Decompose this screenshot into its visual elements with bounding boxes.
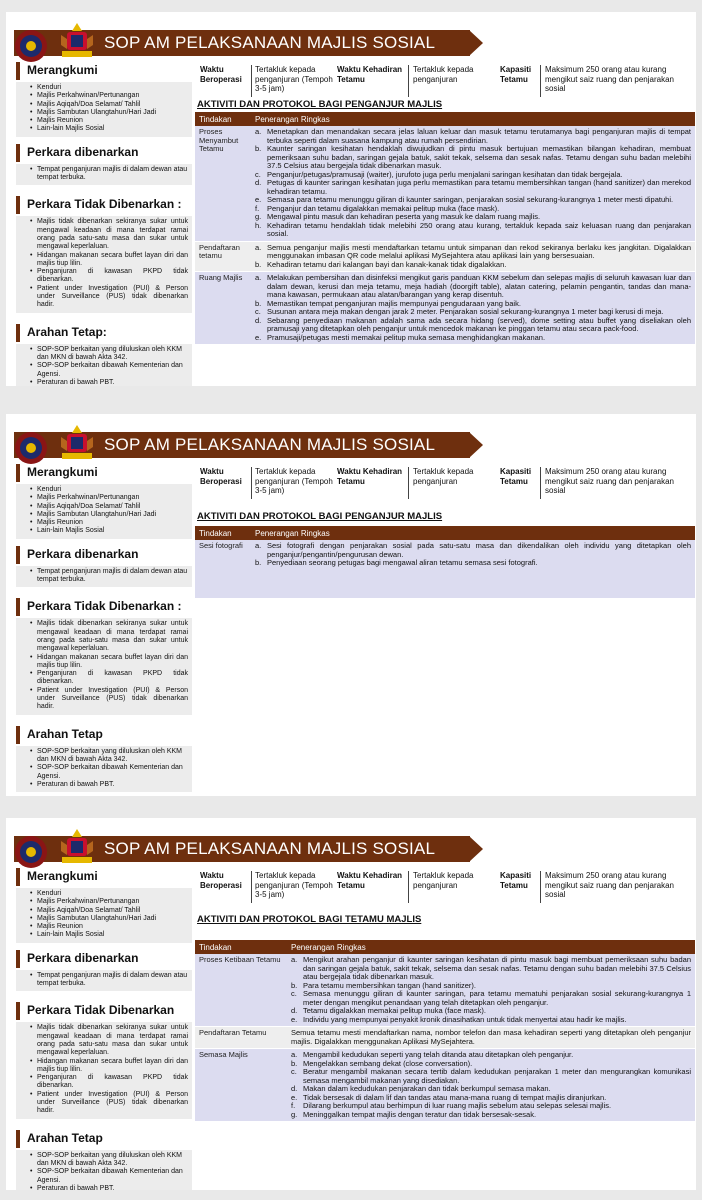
item-text: Pramusaji/petugas mesti memakai pelitup muka semasa menghidangkan makanan. [267,332,546,342]
table-row [195,954,695,1027]
list-item: • Hidangan makanan secara buffet layan diri dan majlis tiup lilin. [30,252,188,269]
list-item: • Penganjuran di kawasan PKPD tidak dibenarkan. [30,1074,188,1091]
list-item: • Lain-lain Majlis Sosial [30,527,188,535]
list-item [255,559,691,568]
item-marker: b. [291,1058,298,1068]
dibenarkan-heading: Perkara dibenarkan [16,546,192,564]
arahan-heading: Arahan Tetap [16,1130,192,1148]
section-title: AKTIVITI DAN PROTOKOL BAGI PENGANJUR MAJLIS [197,511,443,522]
table-row [195,1027,695,1049]
item-marker: c. [255,169,261,179]
banner-arrow [469,432,483,458]
list-item: • Penganjuran di kawasan PKPD tidak dibenarkan. [30,670,188,687]
list-item [255,179,691,196]
merangkumi-heading: Merangkumi [16,62,192,80]
col-penerangan: Penerangan Ringkas [251,112,695,126]
item-marker: g. [291,1109,298,1119]
table-row [195,241,695,272]
arahan-heading: Arahan Tetap: [16,324,192,342]
sidebar [16,464,192,792]
list-item [291,990,691,1007]
list-item: • Majlis Aqiqah/Doa Selamat/ Tahlil [30,101,188,109]
page-title: SOP AM PELAKSANAAN MAJLIS SOSIAL [104,33,436,52]
row-action: Pendaftaran tetamu [195,241,251,272]
item-text: Tidak bersesak di dalam lif dan tandas atau mana-mana ruang di tempat majlis diranjurkan. [303,1092,607,1102]
row-action: Pendaftaran Tetamu [195,1027,287,1049]
list-item [255,317,691,334]
item-marker: e. [291,1092,298,1102]
item-text: Mengambil kedudukan seperti yang telah ditanda atau ditetapkan oleh penganjur. [303,1050,574,1059]
row-action: Ruang Majlis [195,272,251,345]
table-row [195,540,695,598]
list-item: • Penganjuran di kawasan PKPD tidak dibenarkan. [30,268,188,285]
item-marker: g. [255,212,262,221]
list-item: • Peraturan di bawah PBT. [30,781,188,789]
list-item [255,244,691,261]
item-marker: a. [291,955,298,964]
list-item: • SOP-SOP berkaitan dibawah Kementerian dan Agensi. [30,362,188,379]
item-text: Susunan antara meja makan dengan jarak 2 meter. Penjarakan sosial sekurang-kurangnya 1 meter bagi kerusi di meja. [267,307,664,316]
table-row [195,272,695,345]
item-marker: a. [255,541,262,550]
kehadiran-value: Tertakluk kepada penganjuran [413,65,474,84]
list-item [255,542,691,559]
row-action: Proses Menyambut Tetamu [195,126,251,241]
page-header [6,12,696,62]
row-action: Proses Ketibaan Tetamu [195,954,287,1027]
row-description [287,954,695,1027]
kapasiti-value: Maksimum 250 orang atau kurang mengikut saiz ruang dan penjarakan sosial [545,467,674,495]
list-item: • Tempat penganjuran majlis di dalam dewan atau tempat terbuka. [30,166,188,183]
item-text: Kehadiran tetamu dari kalangan bayi dan kanak-kanak tidak digalakkan. [267,259,507,269]
list-item: • Patient under Investigation (PUI) & Person under Surveillance (PUS) tidak dibenarkan hadir. [30,285,188,310]
list-item: • Majlis Reunion [30,519,188,527]
list-item [255,334,691,343]
list-item: • Majlis Reunion [30,923,188,931]
list-item [291,956,691,982]
list-item [255,261,691,270]
item-text: Mengikut arahan penganjur di kaunter saringan kesihatan di pintu masuk bagi membuat pemeriksaan suhu badan dan saringan gejala batuk, sakit tekak, selsema dan sesak nafas. Tetamu dengan suhu badan melebihi 37.5 Celsius atau bergejala tidak dibenarkan masuk. [303,955,691,981]
list-item: • SOP-SOP berkaitan dibawah Kementerian dan Agensi. [30,1168,188,1185]
item-text: Memastikan tempat penganjuran majlis mempunyai pengudaraan yang baik. [267,298,521,308]
page-header [6,818,696,868]
list-item: • Lain-lain Majlis Sosial [30,125,188,133]
item-text: Mengawal pintu masuk dan kehadiran peserta yang masuk ke dalam ruang majlis. [267,212,541,221]
item-text: Petugas di kaunter saringan kesihatan juga perlu memastikan para tetamu membersihkan tangan (hand sanitizer) dan merekod kehadiran tetamu. [267,178,691,196]
item-marker: b. [255,259,262,269]
jata-negara-icon [58,827,96,867]
item-marker: f. [291,1101,296,1110]
list-item: • Peraturan di bawah PBT. [30,379,188,386]
kapasiti-label: Kapasiti Tetamu [500,467,532,486]
pdrm-badge-icon [14,431,48,465]
kapasiti-label: Kapasiti Tetamu [500,65,532,84]
list-item [291,1068,691,1085]
section-title: AKTIVITI DAN PROTOKOL BAGI PENGANJUR MAJLIS [197,99,443,110]
arahan-list [16,344,192,386]
row-description [287,1027,695,1049]
tidak-dibenarkan-list [16,618,192,714]
list-item: • Kenduri [30,486,188,494]
jata-negara-icon [58,423,96,463]
list-item: • Majlis Perkahwinan/Pertunangan [30,898,188,906]
protocol-table [195,526,695,598]
waktu-label: Waktu Beroperasi [200,871,242,890]
item-marker: d. [255,178,262,187]
info-strip [195,467,695,501]
item-text: Semua penganjur majlis mesti mendaftarkan tetamu untuk simpanan dan rekod sekiranya berlaku kes jangkitan. Digalakkan menggunakan imbasan QR code melalui aplikasi MySejahtera atau aplikasi lain yang bersesuaian. [267,242,691,260]
list-item: • Majlis Aqiqah/Doa Selamat/ Tahlil [30,503,188,511]
dibenarkan-heading: Perkara dibenarkan [16,144,192,162]
kehadiran-label: Waktu Kehadiran Tetamu [337,65,403,84]
page-1 [6,12,696,386]
dibenarkan-heading: Perkara dibenarkan [16,950,192,968]
tidak-dibenarkan-list [16,216,192,312]
item-text: Mengelakkan sembang dekat (close conversation). [303,1058,473,1068]
item-marker: a. [255,242,262,252]
list-item: • Majlis Reunion [30,117,188,125]
item-marker: c. [291,989,297,998]
list-item: • Lain-lain Majlis Sosial [30,931,188,939]
list-item: • Majlis Aqiqah/Doa Selamat/ Tahlil [30,907,188,915]
list-item: • Kenduri [30,890,188,898]
dibenarkan-list [16,566,192,588]
item-text: Makan dalam kedudukan penjarakan dan tidak berkumpul semasa makan. [303,1084,551,1093]
item-marker: f. [255,203,260,213]
list-item: • SOP-SOP berkaitan dibawah Kementerian dan Agensi. [30,764,188,781]
item-marker: a. [255,127,262,136]
list-item: • SOP-SOP berkaitan yang diluluskan oleh KKM dan MKN di bawah Akta 342. [30,1152,188,1169]
item-text: Dilarang berkumpul atau berhimpun di luar ruang majlis sebelum atau selepas selesai majlis. [303,1101,612,1110]
item-marker: b. [255,144,262,153]
item-text: Kehadiran tetamu hendaklah tidak melebihi 250 orang atau kurang, tertakluk kepada saiz keluasan ruang dan penjarakan sosial. [267,220,691,238]
item-marker: e. [255,332,262,342]
item-marker: c. [255,307,261,316]
list-item: • Majlis tidak dibenarkan sekiranya sukar untuk mengawal keadaan di mana terdapat ramai orang pada satu-satu masa dan sukar untuk mengawal keperlaluan. [30,620,188,653]
list-item: • Majlis tidak dibenarkan sekiranya sukar untuk mengawal keadaan di mana terdapat ramai orang pada satu-satu masa dan sukar untuk mengawal keperlaluan. [30,218,188,251]
protocol-table [195,940,695,1121]
item-marker: d. [291,1084,298,1093]
merangkumi-list [16,888,192,943]
tidak-dibenarkan-heading: Perkara Tidak Dibenarkan : [16,598,192,616]
item-marker: b. [255,558,262,567]
item-text: Semasa para tetamu menunggu giliran di kaunter saringan, penjarakan sosial sekurang-kurangnya 1 meter mesti dipatuhi. [267,195,674,204]
list-item: • Hidangan makanan secara buffet layan diri dan majlis tiup lilin. [30,1058,188,1075]
table-row [195,1049,695,1122]
list-item: • Majlis Sambutan Ulangtahun/Hari Jadi [30,511,188,519]
item-text: Meninggalkan tempat majlis dengan teratur dan tidak bersesak-sesak. [303,1109,537,1119]
list-item: • SOP-SOP berkaitan yang diluluskan oleh KKM dan MKN di bawah Akta 342. [30,346,188,363]
item-marker: e. [255,195,262,204]
col-tindakan: Tindakan [195,526,251,540]
item-text: Melakukan pembersihan dan disinfeksi mengikut garis panduan KKM sebelum dan selepas majlis di seluruh kawasan luar dan dalam dewan, kerusi dan meja tetamu, meja hadiah (doorgift table), alatan catering, pelamin pengantin, tandas dan mana-mana kawasan, permukaan atau alatan/barangan yang kerap disentuh. [267,273,691,299]
waktu-label: Waktu Beroperasi [200,65,242,84]
col-tindakan: Tindakan [195,940,287,954]
item-marker: a. [291,1050,298,1059]
row-description [251,272,695,345]
item-marker: b. [255,298,262,308]
page-title: SOP AM PELAKSANAAN MAJLIS SOSIAL [104,435,436,454]
banner-arrow [469,836,483,862]
sidebar [16,62,192,386]
page-header [6,414,696,464]
pdrm-badge-icon [14,29,48,63]
item-text: Penyediaan seorang petugas bagi mengawal aliran tetamu semasa sesi fotografi. [267,558,538,567]
list-item [255,274,691,300]
kehadiran-label: Waktu Kehadiran Tetamu [337,467,403,486]
item-marker: b. [291,980,298,990]
waktu-value: Tertakluk kepada penganjuran (Tempoh 3-5 jam) [255,467,333,495]
page-2 [6,414,696,796]
row-text: Semua tetamu mesti mendaftarkan nama, nombor telefon dan masa kehadiran seperti yang ditetapkan oleh penganjur majlis. Digalakkan menggunakan Aplikasi MySejahtera. [291,1028,691,1046]
item-text: Penganjur dan tetamu digalakkan memakai pelitup muka (face mask). [267,203,500,213]
item-text: Individu yang mempunyai penyakit kronik dinasihatkan untuk tidak menyertai atau hadir ke majlis. [303,1014,627,1024]
item-marker: a. [255,273,262,282]
list-item: • Tempat penganjuran majlis di dalam dewan atau tempat terbuka. [30,972,188,989]
list-item: • SOP-SOP berkaitan yang diluluskan oleh KKM dan MKN di bawah Akta 342. [30,748,188,765]
list-item: • Majlis tidak dibenarkan sekiranya sukar untuk mengawal keadaan di mana terdapat ramai orang pada satu-satu masa dan sukar untuk mengawal keperlaluan. [30,1024,188,1057]
list-item [255,145,691,171]
item-text: Para tetamu membersihkan tangan (hand sanitizer). [303,980,477,990]
waktu-label: Waktu Beroperasi [200,467,242,486]
list-item: • Tempat penganjuran majlis di dalam dewan atau tempat terbuka. [30,568,188,585]
merangkumi-heading: Merangkumi [16,464,192,482]
col-tindakan: Tindakan [195,112,251,126]
list-item: • Majlis Perkahwinan/Pertunangan [30,494,188,502]
kapasiti-value: Maksimum 250 orang atau kurang mengikut saiz ruang dan penjarakan sosial [545,871,674,899]
merangkumi-heading: Merangkumi [16,868,192,886]
list-item [291,1111,691,1120]
row-action: Semasa Majlis [195,1049,287,1122]
kehadiran-value: Tertakluk kepada penganjuran [413,467,474,486]
tidak-dibenarkan-list [16,1022,192,1118]
kapasiti-value: Maksimum 250 orang atau kurang mengikut saiz ruang dan penjarakan sosial [545,65,674,93]
item-text: Penganjur/petugas/pramusaji (waiter), jurufoto juga perlu menjalani saringan kesihatan dan tidak bergejala. [267,169,623,179]
arahan-heading: Arahan Tetap [16,726,192,744]
tidak-dibenarkan-heading: Perkara Tidak Dibenarkan [16,1002,192,1020]
item-marker: e. [291,1014,298,1024]
sidebar [16,868,192,1190]
info-strip [195,871,695,905]
page-title: SOP AM PELAKSANAAN MAJLIS SOSIAL [104,839,436,858]
item-marker: c. [291,1067,297,1076]
jata-negara-icon [58,21,96,61]
list-item: • Patient under Investigation (PUI) & Person under Surveillance (PUS) tidak dibenarkan hadir. [30,687,188,712]
kapasiti-label: Kapasiti Tetamu [500,871,532,890]
item-text: Sebarang penyediaan makanan adalah sama ada secara hidang (served), dome setting atau buffet yang diseliakan oleh pramusaji yang ditetapkan oleh penganjur untuk mencedok makanan ke pinggan tetamu atau secara pack-food. [267,315,691,333]
waktu-value: Tertakluk kepada penganjuran (Tempoh 3-5 jam) [255,65,333,93]
list-item: • Hidangan makanan secara buffet layan diri dan majlis tiup lilin. [30,654,188,671]
arahan-list [16,746,192,792]
list-item: • Majlis Perkahwinan/Pertunangan [30,92,188,100]
tidak-dibenarkan-heading: Perkara Tidak Dibenarkan : [16,196,192,214]
item-text: Tetamu digalakkan memakai pelitup muka (face mask). [303,1006,486,1015]
list-item [255,128,691,145]
list-item: • Patient under Investigation (PUI) & Person under Surveillance (PUS) tidak dibenarkan hadir. [30,1091,188,1116]
merangkumi-list [16,484,192,539]
row-description [251,241,695,272]
page-3 [6,818,696,1190]
list-item: • Majlis Sambutan Ulangtahun/Hari Jadi [30,915,188,923]
row-description [251,540,695,598]
item-text: Beratur mengambil makanan secara tertib dalam kedudukan penjarakan 1 meter dan mengurangkan komunikasi semasa mengambil makanan yang disediakan. [303,1067,691,1085]
dibenarkan-list [16,164,192,186]
dibenarkan-list [16,970,192,992]
col-penerangan: Penerangan Ringkas [251,526,695,540]
row-action: Sesi fotografi [195,540,251,598]
protocol-table [195,112,695,344]
row-description [251,126,695,241]
arahan-list [16,1150,192,1190]
info-strip [195,65,695,99]
item-text: Sesi fotografi dengan penjarakan sosial pada satu-satu masa dan dikendalikan oleh individu yang ditetapkan oleh penganjur/pengantin/pengurusan dewan. [267,541,691,559]
kehadiran-label: Waktu Kehadiran Tetamu [337,871,403,890]
table-row [195,126,695,241]
banner-arrow [469,30,483,56]
item-text: Menetapkan dan menandakan secara jelas laluan keluar dan masuk tetamu terutamanya bagi penganjuran majlis di tempat terbuka seperti dalam suasana kampung atau rumah persendirian. [267,127,691,145]
list-item: • Peraturan di bawah PBT. [30,1185,188,1190]
merangkumi-list [16,82,192,137]
pdrm-badge-icon [14,835,48,869]
col-penerangan: Penerangan Ringkas [287,940,695,954]
item-marker: d. [255,315,262,325]
list-item: • Majlis Sambutan Ulangtahun/Hari Jadi [30,109,188,117]
section-title: AKTIVITI DAN PROTOKOL BAGI TETAMU MAJLIS [197,914,422,925]
list-item [255,222,691,239]
list-item: • Kenduri [30,84,188,92]
waktu-value: Tertakluk kepada penganjuran (Tempoh 3-5 jam) [255,871,333,899]
item-text: Semasa menunggu giliran di kaunter saringan, para tetamu mematuhi penjarakan sosial sekurang-kurangnya 1 meter dengan mengikut penandaan yang telah ditetapkan oleh penganjur. [303,989,691,1007]
item-text: Kaunter saringan kesihatan hendaklah diwujudkan di pintu masuk bertujuan memastikan bilangan kehadiran, membuat pemeriksaan suhu badan, saringan gejala batuk, sakit tekak, selsema dan sesak nafas. Tetamu dengan suhu badan melebihi 37.5 Celsius atau bergejala tidak dibenarkan masuk. [267,144,691,170]
row-description [287,1049,695,1122]
item-marker: h. [255,220,262,230]
list-item [291,1016,691,1025]
kehadiran-value: Tertakluk kepada penganjuran [413,871,474,890]
item-marker: d. [291,1006,298,1015]
